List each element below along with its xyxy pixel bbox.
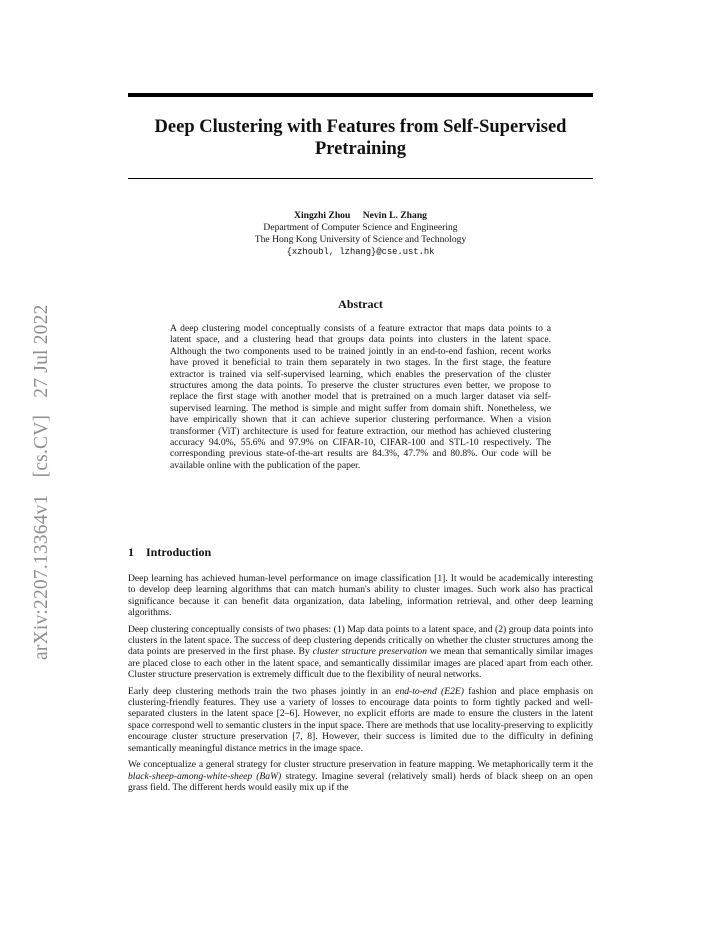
arxiv-identifier-stamp	[31, 304, 53, 660]
title-bottom-rule	[128, 178, 593, 179]
author-name: Nevin L. Zhang	[362, 210, 427, 221]
introduction-body	[128, 573, 593, 798]
section-number: 1	[128, 545, 134, 559]
author-names	[128, 210, 593, 222]
title-top-rule	[128, 93, 593, 97]
emphasis-term: black-sheep-among-white-sheep (BaW)	[128, 770, 282, 782]
section-heading	[128, 545, 211, 560]
arxiv-date: 27 Jul 2022	[31, 304, 52, 398]
author-name: Xingzhi Zhou	[294, 210, 351, 221]
section-title: Introduction	[146, 545, 212, 559]
abstract-text: A deep clustering model conceptually consists of a feature extractor that maps data points to a latent space, and a clustering head that groups data points into clusters in the latent space. Although the two components used to be trained jointly in an end-to-end fashion, recent works have proved it beneficial to train them separately in two stages. In the first stage, the feature extractor is trained via self-supervised learning, which enables the preservation of the cluster structures among the data points. To preserve the cluster structures even better, we propose to replace the first stage with another model that is pretrained on a much larger dataset via self-supervised learning. The method is simple and might suffer from domain shift. Nonetheless, we have empirically shown that it can achieve superior clustering performance. When a vision transformer (ViT) architecture is used for feature extraction, our method has achieved clustering accuracy 94.0%, 55.6% and 97.9% on CIFAR-10, CIFAR-100 and STL-10 respectively. The corresponding previous state-of-the-art results are 84.3%, 47.7% and 80.8%. Our code will be available online with the publication of the paper.	[170, 323, 551, 471]
emphasis-term: cluster structure preservation	[312, 646, 427, 658]
affiliation-university: The Hong Kong University of Science and Technology	[254, 234, 467, 245]
affiliation-department: Department of Computer Science and Engineering	[263, 222, 458, 233]
paragraph: Deep clustering conceptually consists of two phases: (1) Map data points to a latent space, and (2) group data points into clusters in the latent space. The success of deep clustering depends critically on whether the cluster structures among the data points are preserved in the first phase. By cluster structure preservation we mean that semantically similar images are placed close to each other in the latent space, and semantically dissimilar images are placed apart from each other. Cluster structure preservation is extremely difficult due to the flexibility of neural networks.	[128, 623, 594, 681]
emphasis-term: end-to-end (E2E)	[395, 685, 464, 697]
author-block	[128, 210, 593, 258]
paragraph: Early deep clustering methods train the two phases jointly in an end-to-end (E2E) fashion and place emphasis on clustering-friendly features. They use a variety of losses to encourage data points to form tightly packed and well-separated clusters in the latent space [2–6]. However, no explicit efforts are made to ensure the clusters in the latent space correspond well to semantic clusters in the input space. There are methods that use locality-preserving to explicitly encourage cluster structure preservation [7, 8]. However, their success is limited due to the difficulty in defining semantically meaningful distance metrics in the image space.	[128, 685, 593, 754]
paper-title: Deep Clustering with Features from Self-Supervised Pretraining	[154, 117, 567, 159]
author-email: {xzhoubl, lzhang}@cse.ust.hk	[286, 247, 435, 257]
paragraph: Deep learning has achieved human-level performance on image classification [1]. It would be academically interesting to develop deep learning algorithms that can match human's ability to cluster images. Such work also has practical significance because it can benefit data organization, data labeling, information retrieval, and other deep learning algorithms.	[128, 573, 593, 619]
abstract-heading: Abstract	[338, 297, 383, 311]
arxiv-id: arXiv:2207.13364v1	[31, 494, 52, 660]
arxiv-category: [cs.CV]	[31, 414, 52, 478]
paragraph: We conceptualize a general strategy for cluster structure preservation in feature mapping. We metaphorically term it the black-sheep-among-white-sheep (BaW) strategy. Imagine several (relatively small) herds of black sheep on an open grass field. The different herds would easily mix up if the	[128, 759, 593, 793]
